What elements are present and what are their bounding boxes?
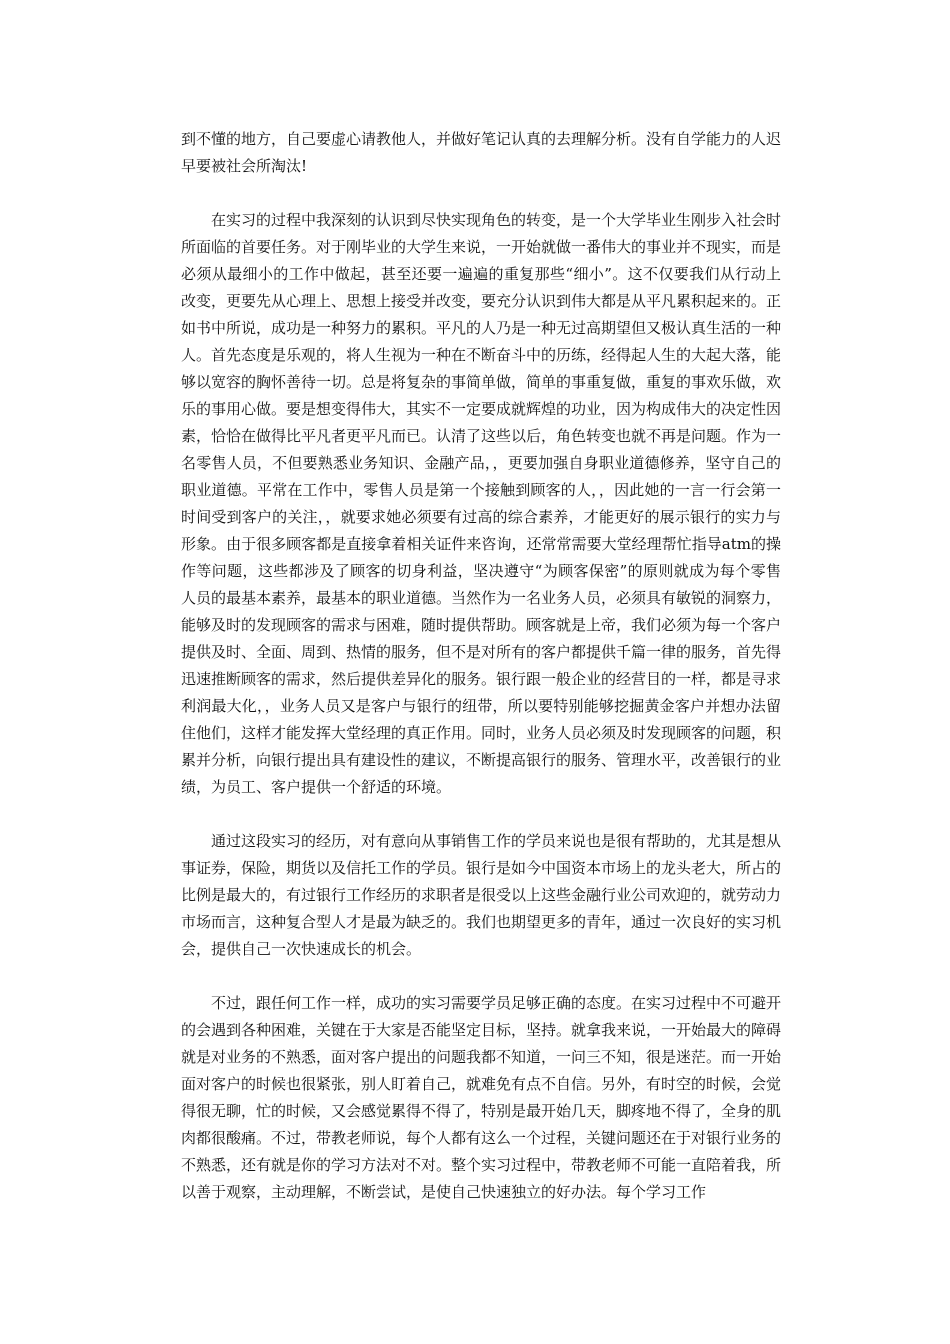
paragraph-continuation: 到不懂的地方，自己要虚心请教他人，并做好笔记认真的去理解分析。没有自学能力的人迟早要被社会所淘汰! [181, 130, 782, 175]
paragraph-role-transition: 在实习的过程中我深刻的认识到尽快实现角色的转变，是一个大学毕业生刚步入社会时所面临的首要任务。对于刚毕业的大学生来说，一开始就做一番伟大的事业并不现实，而是必须从最细小的工作中做起，甚至还要一遍遍的重复那些“细小”。这不仅要我们从行动上改变，更要先从心理上、思想上接受并改变，要充分认识到伟大都是从平凡累积起来的。正如书中所说，成功是一种努力的累积。平凡的人乃是一种无过高期望但又极认真生活的一种人。首先态度是乐观的，将人生视为一种在不断奋斗中的历练，经得起人生的大起大落，能够以宽容的胸怀善待一切。总是将复杂的事简单做，简单的事重复做，重复的事欢乐做，欢乐的事用心做。要是想变得伟大，其实不一定要成就辉煌的功业，因为构成伟大的决定性因素，恰恰在做得比平凡者更平凡而已。认清了这些以后，角色转变也就不再是问题。作为一名零售人员，不但要熟悉业务知识、金融产品，，更要加强自身职业道德修养，坚守自己的职业道德。平常在工作中，零售人员是第一个接触到顾客的人，，因此她的一言一行会第一时间受到客户的关注，，就要求她必须要有过高的综合素养，才能更好的展示银行的实力与形象。由于很多顾客都是直接拿着相关证件来咨询，还常常需要大堂经理帮忙指导atm的操作等问题，这些都涉及了顾客的切身利益，坚决遵守“为顾客保密”的原则就成为每个零售人员的最基本素养，最基本的职业道德。当然作为一名业务人员，必须具有敏锐的洞察力，能够及时的发现顾客的需求与困难，随时提供帮助。顾客就是上帝，我们必须为每一个客户提供及时、全面、周到、热情的服务，但不是对所有的客户都提供千篇一律的服务，首先得迅速推断顾客的需求，然后提供差异化的服务。银行跟一般企业的经营目的一样，都是寻求利润最大化，，业务人员又是客户与银行的纽带，所以要特别能够挖掘黄金客户并想办法留住他们，这样才能发挥大堂经理的真正作用。同时，业务人员必须及时发现顾客的问题，积累并分析，向银行提出具有建设性的建议，不断提高银行的服务、管理水平，改善银行的业绩，为员工、客户提供一个舒适的环境。 [181, 211, 782, 796]
paragraph-internship-benefit: 通过这段实习的经历，对有意向从事销售工作的学员来说也是很有帮助的，尤其是想从事证券，保险，期货以及信托工作的学员。银行是如今中国资本市场上的龙头老大，所占的比例是最大的，有过银行工作经历的求职者是很受以上这些金融行业公司欢迎的，就劳动力市场而言，这种复合型人才是最为缺乏的。我们也期望更多的青年，通过一次良好的实习机会，提供自己一次快速成长的机会。 [181, 832, 782, 958]
paragraph-attitude: 不过，跟任何工作一样，成功的实习需要学员足够正确的态度。在实习过程中不可避开的会遇到各种困难，关键在于大家是否能坚定目标，坚持。就拿我来说，一开始最大的障碍就是对业务的不熟悉，面对客户提出的问题我都不知道，一问三不知，很是迷茫。而一开始面对客户的时候也很紧张，别人盯着自己，就难免有点不自信。另外，有时空的时候，会觉得很无聊，忙的时候，又会感觉累得不得了，特别是最开始几天，脚疼地不得了，全身的肌肉都很酸痛。不过，带教老师说，每个人都有这么一个过程，关键问题还在于对银行业务的不熟悉，还有就是你的学习方法对不对。整个实习过程中，带教老师不可能一直陪着我，所以善于观察，主动理解，不断尝试，是使自己快速独立的好办法。每个学习工作 [181, 994, 782, 1201]
document-page [181, 126, 781, 1206]
